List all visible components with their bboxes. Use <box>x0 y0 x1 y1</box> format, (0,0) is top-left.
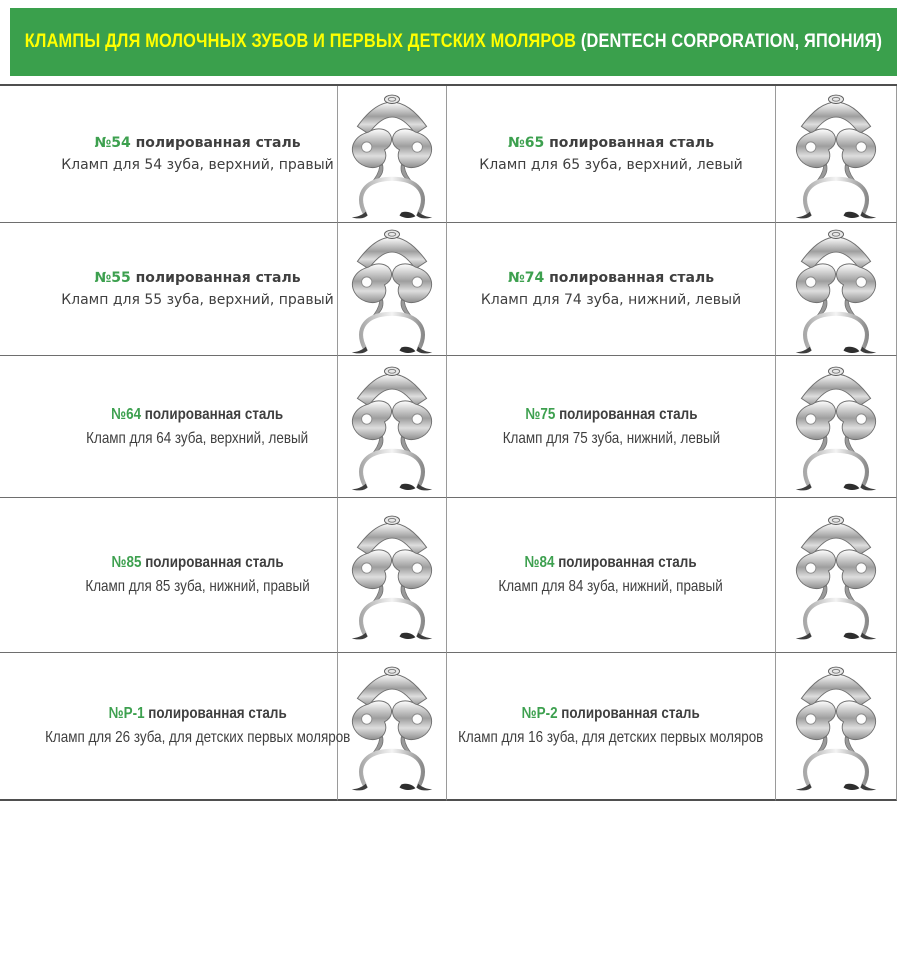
product-number: №55 <box>94 270 131 286</box>
page-title <box>25 31 882 53</box>
product-photo-cell-65 <box>775 86 897 223</box>
product-title-line <box>458 705 763 723</box>
product-number: №84 <box>524 554 555 571</box>
product-material: полированная сталь <box>549 135 715 151</box>
product-description: Кламп для 74 зуба, нижний, левый <box>480 292 742 308</box>
product-number: №65 <box>507 135 545 151</box>
product-description: Кламп для 75 зуба, нижний, левый <box>502 429 720 447</box>
product-description: Кламп для 84 зуба, нижний, правый <box>498 578 724 595</box>
product-description: Кламп для 85 зуба, нижний, правый <box>85 578 310 595</box>
product-description: Кламп для 65 зуба, верхний, левый <box>479 157 743 173</box>
product-title-line <box>45 705 350 723</box>
product-desc-cell-75 <box>447 356 775 498</box>
product-description: Кламп для 64 зуба, верхний, левый <box>86 429 309 447</box>
product-description: Кламп для 26 зуба, для детских первых моляров <box>44 729 351 746</box>
product-material: полированная сталь <box>148 705 287 722</box>
product-desc-cell-85 <box>0 498 337 653</box>
product-title-line <box>499 554 723 572</box>
product-title-line <box>479 135 743 151</box>
product-description: Кламп для 16 зуба, для детских первых моляров <box>458 729 764 746</box>
dental-clamp-photo-icon <box>342 89 442 220</box>
product-number: №54 <box>94 135 131 151</box>
dental-clamp-photo-icon <box>786 89 886 220</box>
products-table <box>0 84 897 801</box>
product-desc-cell-74 <box>447 223 775 356</box>
product-desc-cell-64 <box>0 356 337 498</box>
product-photo-cell-p2 <box>775 653 897 801</box>
product-material: полированная сталь <box>135 135 301 151</box>
product-title-line <box>502 406 719 424</box>
product-title-line <box>481 270 741 286</box>
product-desc-cell-p2 <box>447 653 775 801</box>
dental-clamp-photo-icon <box>786 661 886 792</box>
product-photo-cell-84 <box>775 498 897 653</box>
product-desc-cell-65 <box>447 86 775 223</box>
product-material: полированная сталь <box>558 405 698 423</box>
dental-clamp-photo-icon <box>342 510 442 641</box>
product-material: полированная сталь <box>549 270 715 286</box>
product-photo-cell-74 <box>775 223 897 356</box>
page-title-brand: (DENTECH CORPORATION, ЯПОНИЯ) <box>580 31 883 52</box>
page-title-main: КЛАМПЫ ДЛЯ МОЛОЧНЫХ ЗУБОВ И ПЕРВЫХ ДЕТСКИХ МОЛЯРОВ <box>24 31 577 52</box>
product-number: №74 <box>507 270 545 286</box>
product-desc-cell-p1 <box>0 653 351 801</box>
product-photo-cell-54 <box>337 86 447 223</box>
product-photo-cell-64 <box>337 356 447 498</box>
product-number: №85 <box>111 554 142 571</box>
product-photo-cell-p1 <box>337 653 447 801</box>
product-number: №75 <box>524 405 555 423</box>
product-description: Кламп для 54 зуба, верхний, правый <box>61 157 334 173</box>
product-material: полированная сталь <box>558 554 698 571</box>
dental-clamp-photo-icon <box>342 361 442 492</box>
product-material: полированная сталь <box>561 705 701 722</box>
product-number: №P-1 <box>108 705 145 722</box>
dental-clamp-photo-icon <box>342 661 442 792</box>
product-photo-cell-85 <box>337 498 447 653</box>
product-title-line <box>61 270 334 286</box>
product-description: Кламп для 55 зуба, верхний, правый <box>61 292 334 308</box>
product-desc-cell-55 <box>0 223 337 356</box>
page-header-banner <box>10 8 897 76</box>
dental-clamp-photo-icon <box>342 224 442 355</box>
product-material: полированная сталь <box>145 554 284 571</box>
product-photo-cell-75 <box>775 356 897 498</box>
product-desc-cell-54 <box>0 86 337 223</box>
product-material: полированная сталь <box>135 270 301 286</box>
product-title-line <box>86 406 308 424</box>
product-title-line <box>85 554 309 572</box>
product-number: №64 <box>111 405 142 423</box>
product-desc-cell-84 <box>447 498 775 653</box>
product-number: №P-2 <box>521 705 558 722</box>
product-title-line <box>61 135 334 151</box>
product-material: полированная сталь <box>145 405 284 423</box>
product-photo-cell-55 <box>337 223 447 356</box>
dental-clamp-photo-icon <box>786 510 886 641</box>
dental-clamp-photo-icon <box>786 361 886 492</box>
dental-clamp-photo-icon <box>786 224 886 355</box>
